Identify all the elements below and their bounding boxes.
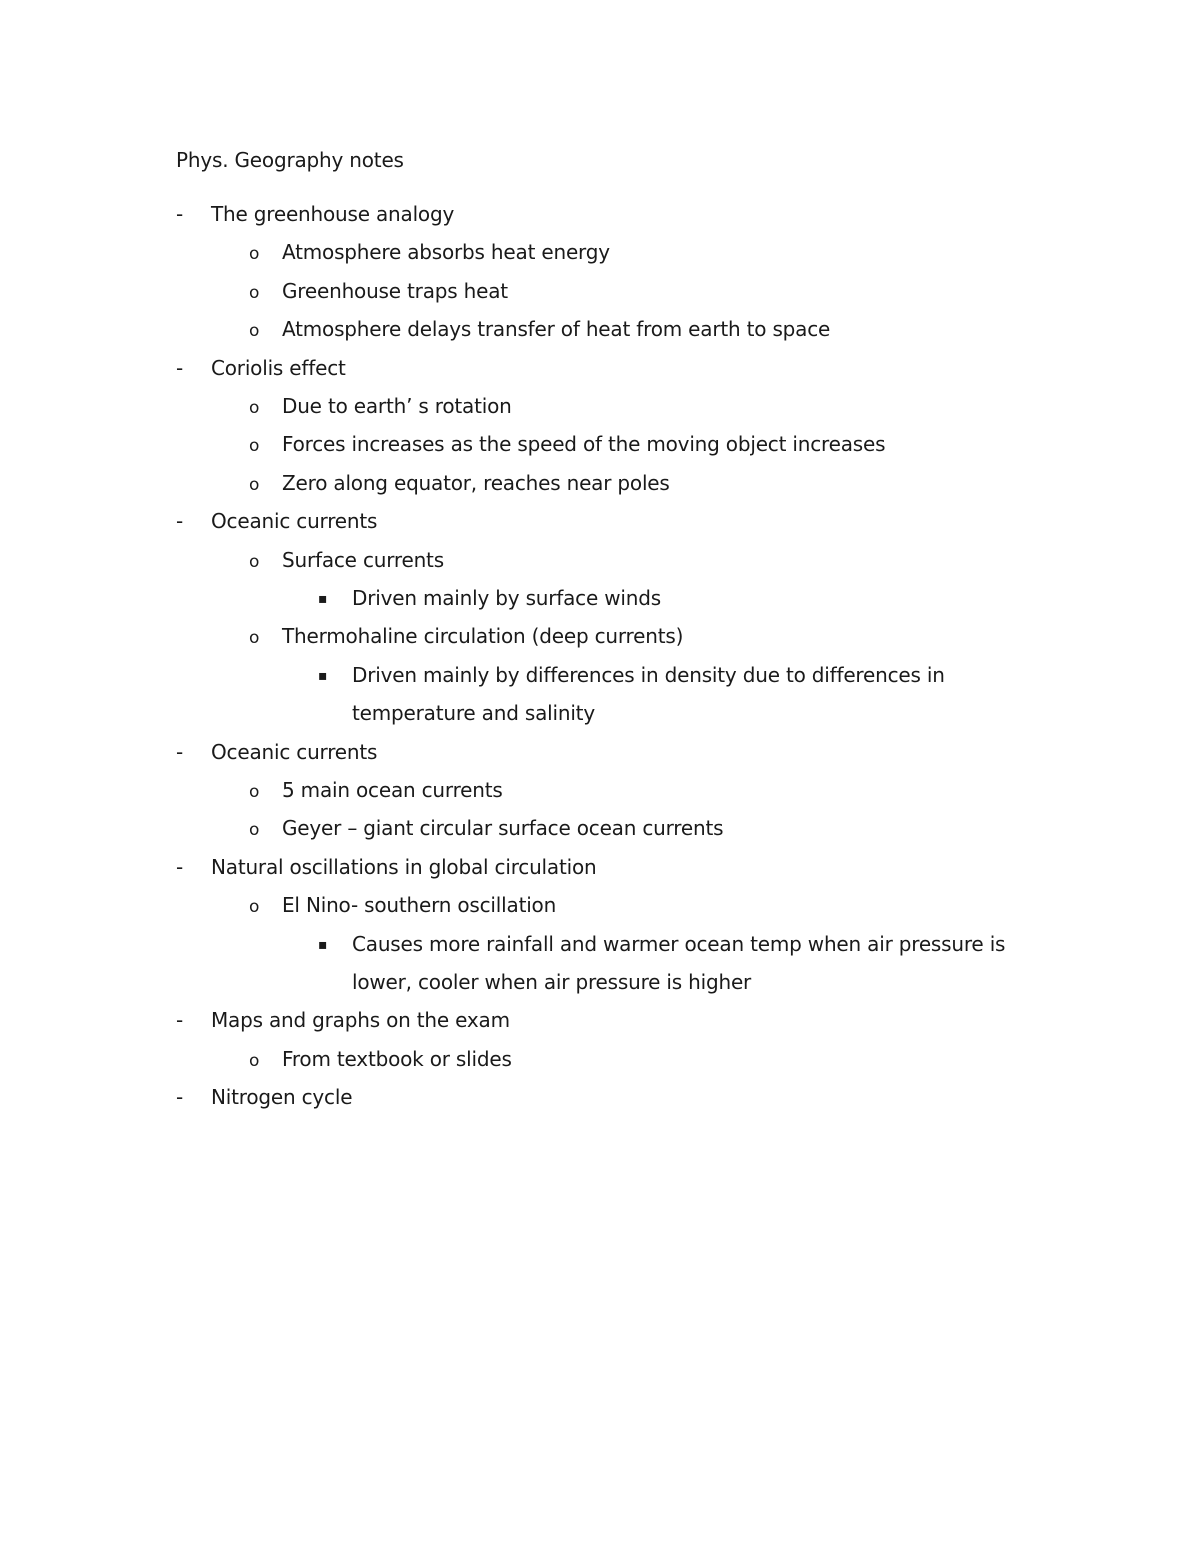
bullet-item: The greenhouse analogy	[211, 202, 455, 226]
bullet-marker-level-2: o	[249, 436, 260, 457]
sub-bullet-item: Geyer – giant circular surface ocean currents	[282, 816, 724, 841]
sub-sub-bullet-item-continuation: lower, cooler when air pressure is higher	[352, 970, 752, 994]
bullet-marker-level-1: -	[176, 1008, 184, 1033]
bullet-marker-level-3: ▪	[318, 591, 328, 607]
bullet-marker-level-3: ▪	[318, 936, 328, 953]
bullet-marker-level-1: -	[176, 509, 184, 534]
bullet-item: Nitrogen cycle	[211, 1085, 353, 1110]
bullet-marker-level-2: o	[249, 820, 260, 841]
bullet-item: Oceanic currents	[211, 509, 378, 534]
sub-bullet-item: El Nino- southern oscillation	[282, 893, 557, 918]
bullet-marker-level-2: o	[249, 628, 260, 649]
bullet-item: Natural oscillations in global circulation	[211, 854, 597, 879]
bullet-item: Coriolis effect	[211, 355, 346, 380]
bullet-marker-level-2: o	[249, 474, 260, 495]
sub-bullet-item: From textbook or slides	[282, 1046, 512, 1071]
sub-bullet-item: Forces increases as the speed of the moving object increases	[282, 432, 886, 457]
sub-bullet-item: Atmosphere absorbs heat energy	[282, 240, 610, 265]
sub-sub-bullet-item-continuation: temperature and salinity	[352, 701, 595, 726]
bullet-marker-level-1: -	[176, 202, 184, 226]
bullet-marker-level-1: -	[176, 355, 184, 380]
sub-bullet-item: Thermohaline circulation (deep currents)	[282, 624, 684, 649]
sub-bullet-item: 5 main ocean currents	[282, 778, 503, 802]
sub-sub-bullet-item: Causes more rainfall and warmer ocean temp when air pressure is	[352, 931, 1006, 956]
bullet-marker-level-3: ▪	[318, 667, 328, 684]
sub-bullet-item: Due to earth’ s rotation	[282, 394, 512, 418]
bullet-marker-level-1: -	[176, 854, 184, 879]
sub-sub-bullet-item: Driven mainly by surface winds	[352, 586, 661, 610]
bullet-marker-level-2: o	[249, 897, 260, 918]
bullet-item: Oceanic currents	[211, 739, 378, 764]
bullet-marker-level-2: o	[249, 782, 260, 802]
bullet-marker-level-2: o	[249, 321, 260, 342]
sub-bullet-item: Atmosphere delays transfer of heat from earth to space	[282, 317, 831, 342]
bullet-marker-level-2: o	[249, 1050, 260, 1071]
sub-bullet-item: Surface currents	[282, 547, 444, 572]
bullet-marker-level-2: o	[249, 244, 260, 265]
bullet-marker-level-2: o	[249, 551, 260, 572]
bullet-marker-level-1: -	[176, 1085, 184, 1110]
bullet-marker-level-2: o	[249, 282, 260, 303]
bullet-marker-level-1: -	[176, 739, 184, 764]
sub-sub-bullet-item: Driven mainly by differences in density due to differences in	[352, 662, 945, 687]
bullet-marker-level-2: o	[249, 398, 260, 418]
bullet-item: Maps and graphs on the exam	[211, 1008, 510, 1033]
sub-bullet-item: Zero along equator, reaches near poles	[282, 470, 670, 495]
document-title: Phys. Geography notes	[176, 148, 404, 172]
sub-bullet-item: Greenhouse traps heat	[282, 278, 508, 303]
